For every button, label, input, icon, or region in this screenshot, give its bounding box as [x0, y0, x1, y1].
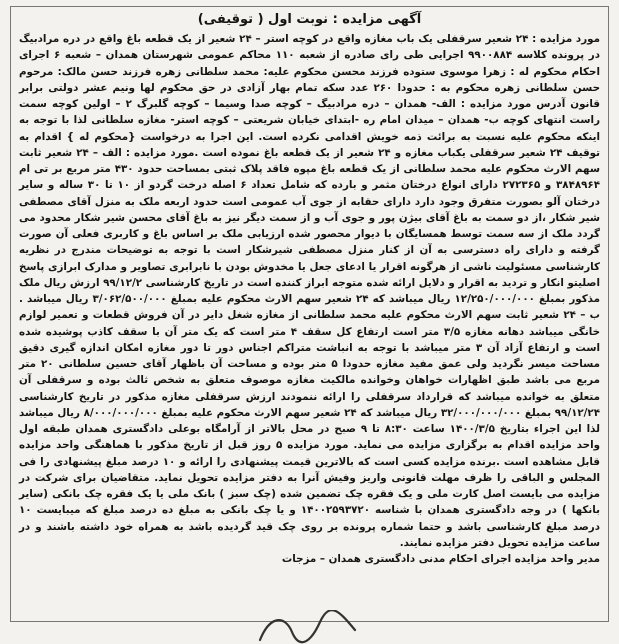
notice-footer: مدیر واحد مزایده اجرای احکام مدنی دادگستری همدان – مزجات: [281, 553, 600, 565]
notice-frame: [10, 6, 609, 622]
notice-body: مورد مزایده : ۲۴ شعیر سرقفلی یک باب مغازه واقع در کوچه استر – ۲۴ شعیر از یک قطعه باغ واقع در دره مرادبیگ در پرونده کلاسه ۹۹۰۰۸۸۴ اجرایی طی رای صادره از شعبه ۱۱۰ محاکم عمومی شهرستان همدان – شعبه ۶ اجرای احکام محکوم له : زهرا موسوی ستوده فرزند محسن محکوم علیه: محمد سلطانی زهره فرزند حسن مالک: مرحوم حسن سلطانی زهره محکوم به : حدودا ۲۶۰ عدد سکه تمام بهار آزادی در حق محکوم لها ونیم عشر دولتی برابر قانون آدرس مورد مزایده : الف- همدان – دره مرادبیگ – کوچه صدا وسیما – کوچه گلبرگ ۲ – اولین کوچه سمت راست انتهای کوچه ب- همدان – میدان امام ره -ابتدای خیابان شریعتی – کوچه استر- مغازه سلطانی لذا با توجه به اینکه محکوم علیه نسبت به برائت ذمه خویش اقدامی نکرده است. این اجرا به درخواست {محکوم له } اقدام به توقیف ۲۴ شعیر سرقفلی یکباب مغازه و ۲۴ شعیر از یک قطعه باغ نموده است .مورد مزایده : الف – ۲۴ شعیر ثابت سهم الارث محکوم علیه محمد سلطانی از یک قطعه باغ مپوه فاقد پلاک ثبتی بمساحت حدود ۴۳۰ متر مربع بر تی ام ۳۸۴۸۹۶۴ و ۲۷۲۳۶۵ دارای انواع درختان مثمر و بارده که شامل تعداد ۶ اصله درخت گردو از ۱۰ تا ۳۰ ساله و سایر درختان آلو بصورت متفرق وجود دارد دارای حقابه از جوی آب عمومی است حدود اربعه ملک به منزل آقای مصطفی شیر شکار ،از دو سمت به باغ آقای بیژن پور و جوی آب و از سمت دیگر نیز به باغ آقای محسن شیر شکار محدود می گردد ملک از سه سمت توسط همسایگان با دیوار محصور شده ارزیابی ملک بر اساس باغ و کاربری فعلی آن صورت گرفته و دارای راه دسترسی به آن از کنار منزل مصطفی شیرشکار است با توجه به توضیحات مندرج در نظریه کارشناسی مسئولیت ناشی از هرگونه اقرار یا ادعای جعل یا مخدوش بودن با نابرابری تصاویر و مدارک ابرازی پاسخ اصلیتو انکار و تردید به اقرار و دلایل ارائه شده متوجه ابراز کننده است در تاریخ کارشناسی ۹۹/۱۲/۲ ارزش ریال ملک مذکور بمبلغ ۱۲/۲۵۰/۰۰۰/۰۰۰ ریال میباشد که ۲۴ شعیر سهم الارث محکوم علیه بمبلغ ۳/۰۶۲/۵۰۰/۰۰۰ ریال میباشد . ب – ۲۴ شعیر ثابت سهم الارث محکوم علیه محمد سلطانی از مغازه شغل دایر در آن فروش قطعات و تعمیر لوازم خانگی میباشد دهانه مغازه ۳/۵ متر است ارتفاع کل سقف ۴ متر است که یک متر آن با سقف کاذب پوشیده شده است و ارتفاع آزاد آن ۳ متر میباشد با توجه به انباشت متراکم اجناس دور تا دور مغازه امکان اندازه گیری دقیق مساحت میسر نگردید ولی عمق مفید مغازه حدودا ۵ متر بوده و مساحت آن باظهار آقای حسین سلطانی ۲۰ متر مربع می باشد طبق اظهارات خواهان وخوانده مالکیت مغازه موصوف متعلق به شخص ثالث بوده و سرقفلی آن متعلق به خوانده میباشد که قرارداد سرقفلی را ارائه ننمودند ارزش سرقفلی مغازه مذکور در تاریخ کارشناسی ۹۹/۱۲/۲۴ بمبلغ ۳۲/۰۰۰/۰۰۰/۰۰۰ ریال میباشد که ۲۴ شعیر سهم الارث محکوم علیه بمبلغ ۸/۰۰۰/۰۰۰/۰۰۰ ریال میباشد لذا این اجراء بتاریخ ۱۴۰۰/۳/۵ ساعت ۸:۳۰ تا ۹ صبح در محل بالاتر از آرامگاه بوعلی دادگستری همدان طبقه اول واحد مزایده اقدام به برگزاری مزایده می نماید. مورد مزایده ۵ روز قبل از تاریخ مذکور با هماهنگی واحد مزایده قابل مشاهده است .برنده مزایده کسی است که بالاترین قیمت پیشنهادی را ارائه و ۱۰ درصد مبلغ پیشنهادی را فی المجلس و الباقی را ظرف مهلت قانونی واریز وفیش آنرا به دفتر مزایده تحویل نماید. متقاضیان برای شرکت در مزایده می بایست اصل کارت ملی و یک فقره چک تضمین شده (چک سبز ) بانک ملی یا یک فقره چک بانکی (سایر بانکها ) در وجه دادگستری همدان با شناسه ۱۴۰۰۲۵۹۳۷۲۰ و یا چک بانکی به مبلغ ده درصد مبلغ که میبایست ۱۰ درصد مبلغ کارشناسی باشد و حتما شماره پرونده بر روی چک قید گردیده باشد به همراه خود داشته باشند و در ساعت مزایده تحویل دفتر مزایده نمایند.: [19, 33, 601, 549]
notice-title: آگهی مزایده : نوبت اول ( توقیفی): [197, 12, 422, 27]
